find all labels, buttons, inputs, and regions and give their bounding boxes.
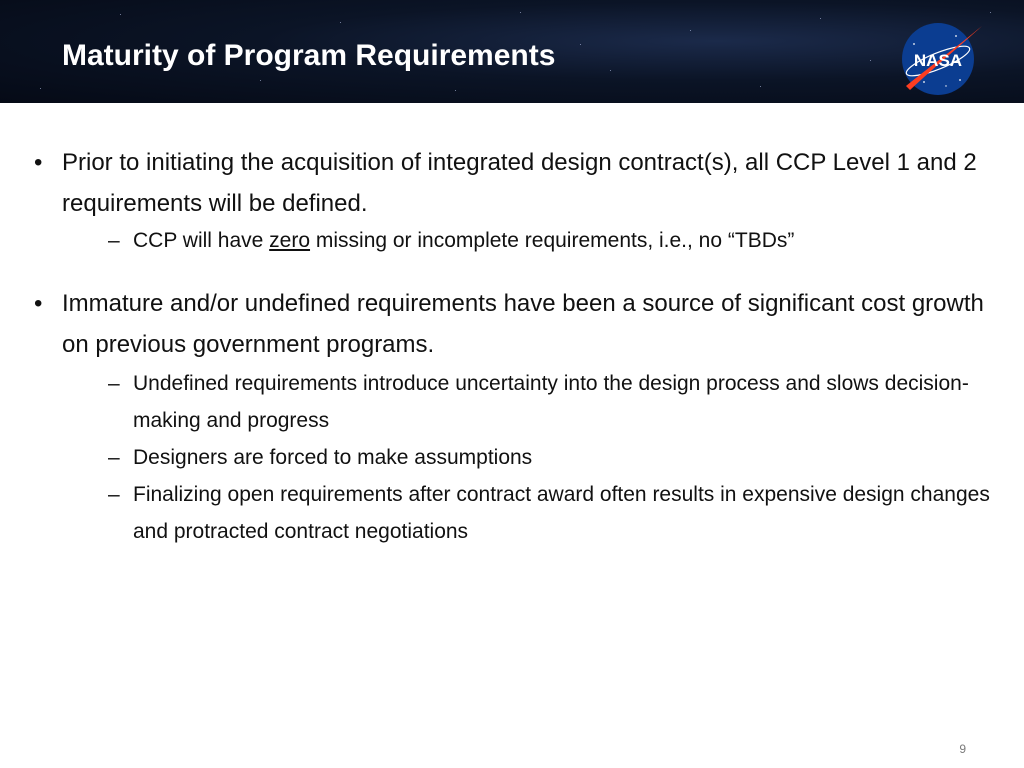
sub-bullet-text: Finalizing open requirements after contract award often results in expensive design changes and protracted contract negotiations <box>133 483 990 543</box>
sub-bullet-dash: – <box>108 229 120 252</box>
sub-bullet-text-after: missing or incomplete requirements, i.e., no “TBDs” <box>310 229 795 252</box>
sub-bullet-text-underlined: zero <box>269 229 311 252</box>
sub-bullet-dash: – <box>108 483 120 506</box>
bullet-text: Immature and/or undefined requirements have been a source of significant cost growth on previous government programs. <box>62 290 984 358</box>
bullet-dot: • <box>34 149 43 176</box>
slide-title: Maturity of Program Requirements <box>62 39 556 72</box>
sub-bullet-dash: – <box>108 446 120 469</box>
sub-bullet-item <box>108 222 1013 259</box>
title-banner <box>0 0 1024 103</box>
sub-bullet-dash: – <box>108 372 120 395</box>
nasa-logo <box>898 20 984 96</box>
nasa-logo-text: NASA <box>913 51 963 70</box>
sub-bullet-text: Undefined requirements introduce uncertainty into the design process and slows decision-making and progress <box>133 372 969 432</box>
sub-bullet-item <box>108 476 1013 550</box>
sub-bullet-text-before: CCP will have <box>133 229 270 252</box>
bullet-dot: • <box>34 290 43 317</box>
sub-bullet-item <box>108 365 1013 439</box>
slide-body <box>0 103 1024 768</box>
sub-bullet-item <box>108 439 1013 476</box>
bullet-text: Prior to initiating the acquisition of integrated design contract(s), all CCP Level 1 and 2 requirements will be defined. <box>62 149 977 217</box>
page-number: 9 <box>959 742 966 756</box>
bullet-item <box>34 142 1002 224</box>
sub-bullet-text: Designers are forced to make assumptions <box>133 446 533 469</box>
bullet-item <box>34 283 1002 365</box>
